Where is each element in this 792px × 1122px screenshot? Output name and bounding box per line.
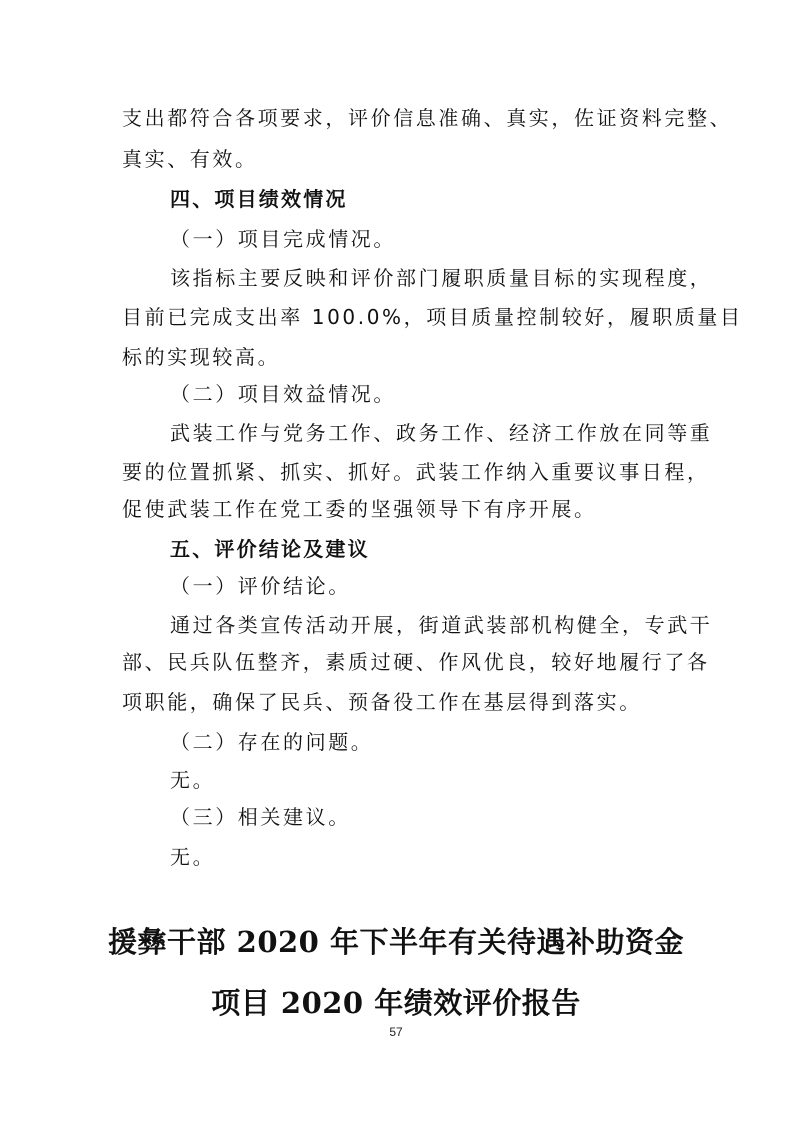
body-line: 无。: [170, 845, 216, 869]
page-number: 57: [389, 1025, 403, 1039]
subsection-heading: （一）项目完成情况。: [170, 227, 396, 251]
subsection-heading: （一）评价结论。: [170, 574, 351, 598]
body-line: 支出都符合各项要求，评价信息准确、真实，佐证资料完整、: [122, 106, 733, 130]
section-heading: 四、项目绩效情况: [170, 187, 348, 211]
report-title-line-1: 援彝干部 2020 年下半年有关待遇补助资金: [108, 925, 684, 959]
body-line: 真实、有效。: [122, 147, 258, 171]
body-line: 目前已完成支出率 100.0%，项目质量控制较好，履职质量目: [122, 305, 743, 329]
body-line: 项职能，确保了民兵、预备役工作在基层得到落实。: [122, 690, 642, 714]
subsection-heading: （二）存在的问题。: [170, 730, 374, 754]
body-line: 标的实现较高。: [122, 345, 281, 369]
report-title-line-2: 项目 2020 年绩效评价报告: [211, 986, 581, 1020]
body-line: 要的位置抓紧、抓实、抓好。武装工作纳入重要议事日程，: [122, 460, 710, 484]
body-line: 通过各类宣传活动开展，街道武装部机构健全，专武干: [170, 613, 713, 637]
body-line: 部、民兵队伍整齐，素质过硬、作风优良，较好地履行了各: [122, 650, 710, 674]
section-heading: 五、评价结论及建议: [170, 537, 370, 561]
body-line: 无。: [170, 768, 216, 792]
body-line: 武装工作与党务工作、政务工作、经济工作放在同等重: [170, 421, 713, 445]
body-line: 促使武装工作在党工委的坚强领导下有序开展。: [122, 497, 597, 521]
subsection-heading: （三）相关建议。: [170, 805, 351, 829]
subsection-heading: （二）项目效益情况。: [170, 382, 396, 406]
body-line: 该指标主要反映和评价部门履职质量目标的实现程度，: [170, 266, 713, 290]
